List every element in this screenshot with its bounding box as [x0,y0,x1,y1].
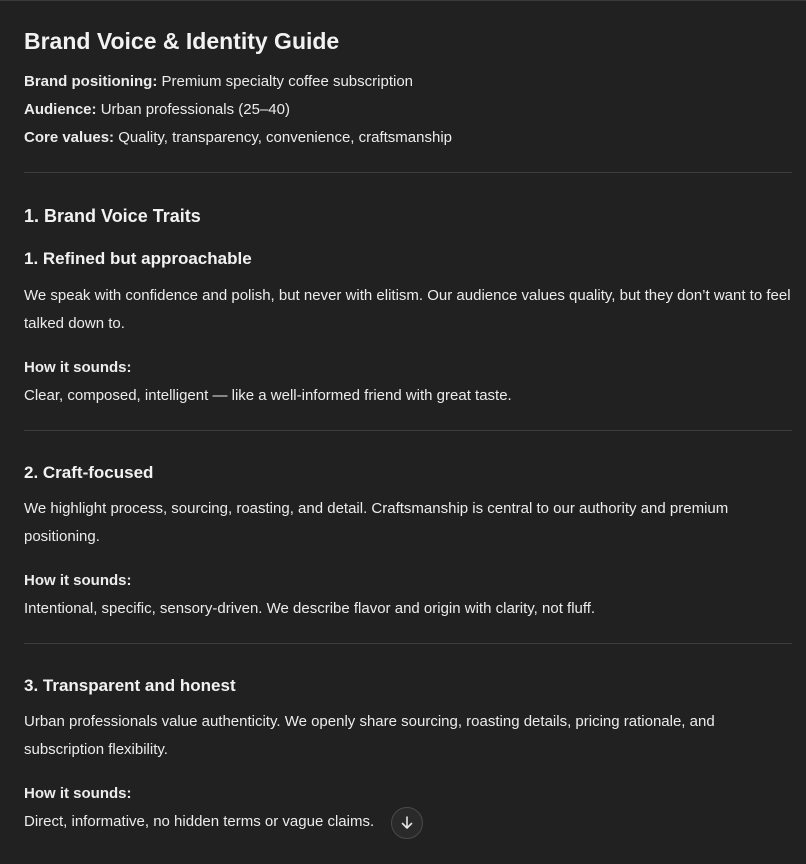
divider [24,430,792,431]
trait-description: We highlight process, sourcing, roasting, and detail. Craftsmanship is central to our authority and premium positioning. [24,500,729,545]
trait-sounds-label: How it sounds: [24,785,132,802]
scroll-to-bottom-button[interactable] [391,807,423,839]
meta-label: Core values: [24,129,115,146]
trait-title: 1. Refined but approachable [24,249,252,268]
divider [24,172,792,173]
section-heading: 1. Brand Voice Traits [24,206,201,226]
meta-value: Premium specialty coffee subscription [161,73,413,90]
trait-sounds-label: How it sounds: [24,359,132,376]
divider [24,643,792,644]
trait-description: We speak with confidence and polish, but never with elitism. Our audience values quality, but they don’t want to feel talked down to. [24,287,791,332]
trait-sounds-text: Direct, informative, no hidden terms or vague claims. [24,813,375,830]
trait-title: 3. Transparent and honest [24,676,236,695]
meta-audience [24,96,792,124]
meta-value: Urban professionals (25–40) [100,101,290,118]
message-content [24,26,792,836]
meta-value: Quality, transparency, convenience, craftsmanship [118,129,452,146]
trait-description: Urban professionals value authenticity. We openly share sourcing, roasting details, pricing rationale, and subscription flexibility. [24,713,715,758]
brand-meta [24,68,792,152]
meta-core-values [24,124,792,152]
trait-title: 2. Craft-focused [24,463,154,482]
page-title: Brand Voice & Identity Guide [24,28,340,54]
meta-label: Brand positioning: [24,73,158,90]
trait-sounds-text: Intentional, specific, sensory-driven. We describe flavor and origin with clarity, not fluff. [24,600,596,617]
trait-sounds-text: Clear, composed, intelligent — like a well-informed friend with great taste. [24,387,512,404]
arrow-down-icon [399,815,415,831]
meta-positioning [24,68,792,96]
meta-label: Audience: [24,101,97,118]
trait-sounds-label: How it sounds: [24,572,132,589]
